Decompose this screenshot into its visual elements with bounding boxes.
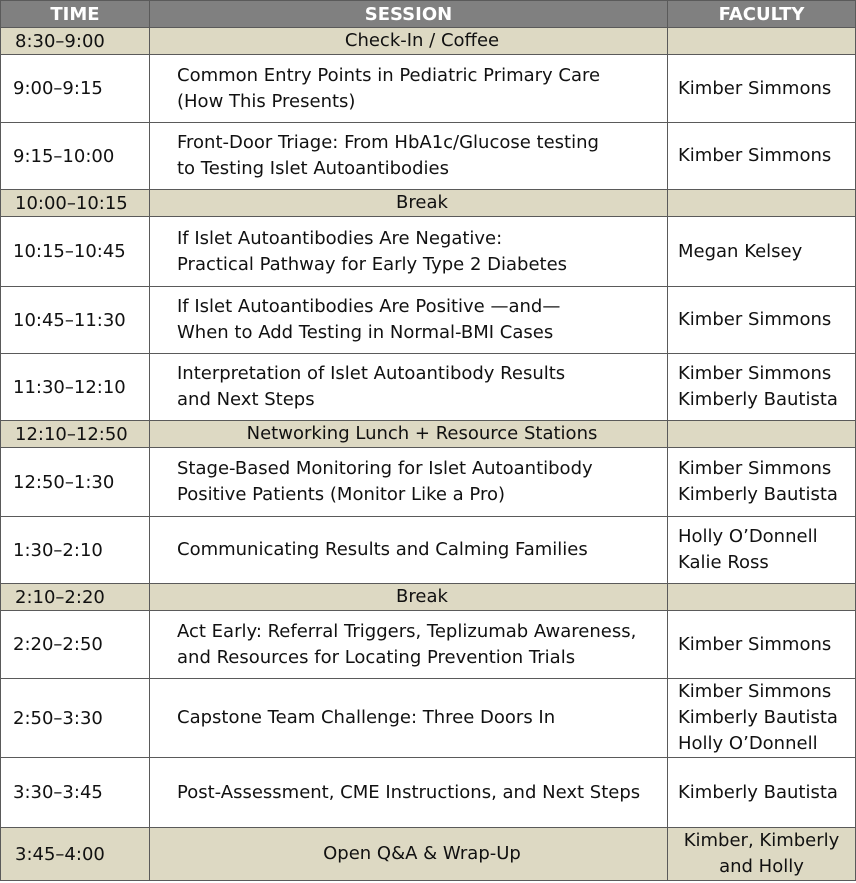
row-session: [150, 584, 668, 611]
session-title-line: Break: [396, 586, 448, 607]
row-session: [150, 758, 668, 828]
faculty-name: Holly O’Donnell: [678, 526, 818, 547]
faculty-name: Kimber Simmons: [678, 363, 832, 384]
row-session: [150, 828, 668, 881]
session-title-line: Interpretation of Islet Autoantibody Results: [177, 363, 566, 384]
agenda-body: [1, 28, 856, 881]
break-row: [1, 190, 856, 217]
closing-row: [1, 828, 856, 881]
row-session: [150, 217, 668, 287]
faculty-name: Kimber Simmons: [678, 77, 832, 99]
row-time: 3:45–4:00: [1, 828, 150, 881]
header-faculty: FACULTY: [668, 1, 856, 28]
session-title-line: Check-In / Coffee: [344, 30, 500, 51]
row-faculty: [668, 354, 856, 421]
session-row: [1, 517, 856, 584]
header-row: [1, 1, 856, 28]
row-session: [150, 421, 668, 448]
session-title-line: Open Q&A & Wrap-Up: [323, 843, 521, 864]
row-session: [150, 448, 668, 517]
row-time: 11:30–12:10: [1, 354, 150, 421]
session-row: [1, 354, 856, 421]
faculty-name: Kimber, Kimberly: [683, 830, 840, 851]
row-faculty: [668, 448, 856, 517]
session-title-line: Act Early: Referral Triggers, Teplizumab Awareness,: [177, 620, 637, 642]
row-time: 2:10–2:20: [1, 584, 150, 611]
session-title-line: Networking Lunch + Resource Stations: [246, 423, 598, 444]
row-session: [150, 287, 668, 354]
faculty-name: Kimberly Bautista: [678, 484, 838, 505]
session-row: [1, 611, 856, 679]
session-title-line: Capstone Team Challenge: Three Doors In: [177, 707, 556, 728]
row-faculty: [668, 217, 856, 287]
row-time: 9:00–9:15: [1, 55, 150, 123]
row-faculty: [668, 758, 856, 828]
faculty-name: Holly O’Donnell: [678, 733, 818, 754]
faculty-name: Kimber Simmons: [678, 145, 832, 166]
faculty-name: Kimber Simmons: [678, 681, 832, 702]
row-faculty: [668, 287, 856, 354]
row-faculty: [668, 123, 856, 190]
session-title-line: Break: [396, 192, 448, 213]
row-time: 2:20–2:50: [1, 611, 150, 679]
row-time: 10:15–10:45: [1, 217, 150, 287]
session-title-line: If Islet Autoantibodies Are Negative:: [177, 227, 503, 249]
row-session: [150, 190, 668, 217]
session-title-line: and Next Steps: [177, 389, 315, 410]
session-title-line: Common Entry Points in Pediatric Primary Care: [177, 64, 601, 86]
session-row: [1, 55, 856, 123]
faculty-name: Kimberly Bautista: [678, 707, 838, 728]
session-title-line: Practical Pathway for Early Type 2 Diabetes: [177, 253, 568, 275]
row-faculty: [668, 28, 856, 55]
row-session: [150, 611, 668, 679]
row-time: 1:30–2:10: [1, 517, 150, 584]
row-faculty: [668, 517, 856, 584]
session-row: [1, 448, 856, 517]
session-title-line: and Resources for Locating Prevention Trials: [177, 646, 576, 668]
faculty-name: Kalie Ross: [678, 552, 769, 573]
session-row: [1, 679, 856, 758]
row-faculty: [668, 190, 856, 217]
break-row: [1, 421, 856, 448]
row-faculty: [668, 828, 856, 881]
faculty-name: Kimber Simmons: [678, 309, 832, 330]
row-session: [150, 55, 668, 123]
row-faculty: [668, 421, 856, 448]
row-session: [150, 28, 668, 55]
row-time: 12:10–12:50: [1, 421, 150, 448]
row-time: 10:45–11:30: [1, 287, 150, 354]
header-session: SESSION: [150, 1, 668, 28]
faculty-name: Kimber Simmons: [678, 458, 832, 479]
row-session: [150, 354, 668, 421]
faculty-name: Megan Kelsey: [678, 240, 803, 262]
row-time: 2:50–3:30: [1, 679, 150, 758]
faculty-name: Kimber Simmons: [678, 633, 832, 655]
session-row: [1, 287, 856, 354]
row-time: 8:30–9:00: [1, 28, 150, 55]
row-session: [150, 123, 668, 190]
row-faculty: [668, 55, 856, 123]
session-title-line: Front-Door Triage: From HbA1c/Glucose testing: [177, 132, 599, 153]
session-title-line: Communicating Results and Calming Families: [177, 539, 588, 560]
row-faculty: [668, 611, 856, 679]
break-row: [1, 28, 856, 55]
session-title-line: When to Add Testing in Normal-BMI Cases: [177, 322, 554, 343]
header-time: TIME: [1, 1, 150, 28]
break-row: [1, 584, 856, 611]
row-time: 10:00–10:15: [1, 190, 150, 217]
row-time: 3:30–3:45: [1, 758, 150, 828]
session-row: [1, 758, 856, 828]
row-time: 12:50–1:30: [1, 448, 150, 517]
session-row: [1, 217, 856, 287]
session-title-line: Positive Patients (Monitor Like a Pro): [177, 484, 505, 505]
row-session: [150, 517, 668, 584]
faculty-name: and Holly: [719, 856, 804, 877]
session-title-line: Post-Assessment, CME Instructions, and Next Steps: [177, 781, 641, 803]
row-faculty: [668, 679, 856, 758]
faculty-name: Kimberly Bautista: [678, 781, 838, 803]
row-time: 9:15–10:00: [1, 123, 150, 190]
session-title-line: Stage-Based Monitoring for Islet Autoantibody: [177, 458, 593, 479]
faculty-name: Kimberly Bautista: [678, 389, 838, 410]
session-title-line: (How This Presents): [177, 90, 356, 112]
session-row: [1, 123, 856, 190]
session-title-line: If Islet Autoantibodies Are Positive —and—: [177, 296, 561, 317]
row-session: [150, 679, 668, 758]
session-title-line: to Testing Islet Autoantibodies: [177, 158, 449, 179]
row-faculty: [668, 584, 856, 611]
